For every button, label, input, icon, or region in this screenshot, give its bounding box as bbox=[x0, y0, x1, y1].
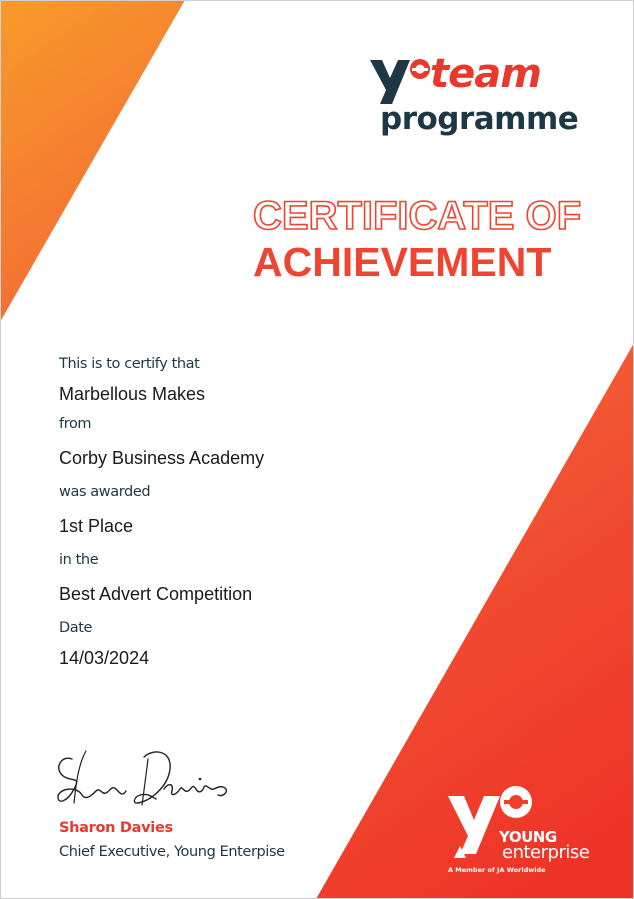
in-the-label: in the bbox=[59, 552, 99, 568]
ye-team-programme-logo bbox=[368, 51, 598, 146]
competition-name: Best Advert Competition bbox=[59, 584, 253, 604]
signer-name: Sharon Davies bbox=[59, 820, 173, 836]
signature bbox=[52, 745, 237, 815]
logo-word-young: YOUNG bbox=[499, 828, 557, 846]
date-value: 14/03/2024 bbox=[59, 648, 150, 668]
from-label: from bbox=[59, 416, 92, 432]
award-value: 1st Place bbox=[59, 516, 134, 536]
certificate-fields bbox=[59, 354, 419, 678]
certificate-heading bbox=[253, 196, 593, 283]
logo-word-programme: programme bbox=[380, 101, 579, 137]
awarded-label: was awarded bbox=[59, 484, 151, 500]
logo-word-team: team bbox=[430, 51, 541, 97]
date-label: Date bbox=[59, 620, 93, 636]
school-name: Corby Business Academy bbox=[59, 448, 265, 468]
young-enterprise-logo bbox=[444, 780, 604, 880]
recipient-name: Marbellous Makes bbox=[59, 384, 206, 404]
signer-title: Chief Executive, Young Enterpise bbox=[59, 844, 285, 860]
certify-label: This is to certify that bbox=[59, 356, 200, 372]
heading-achievement: ACHIEVEMENT bbox=[253, 239, 552, 285]
logo-word-enterprise: enterprise bbox=[502, 842, 590, 863]
heading-certificate-of: CERTIFICATE OF bbox=[253, 194, 582, 238]
logo-member-text: A Member of JA Worldwide bbox=[448, 866, 546, 874]
